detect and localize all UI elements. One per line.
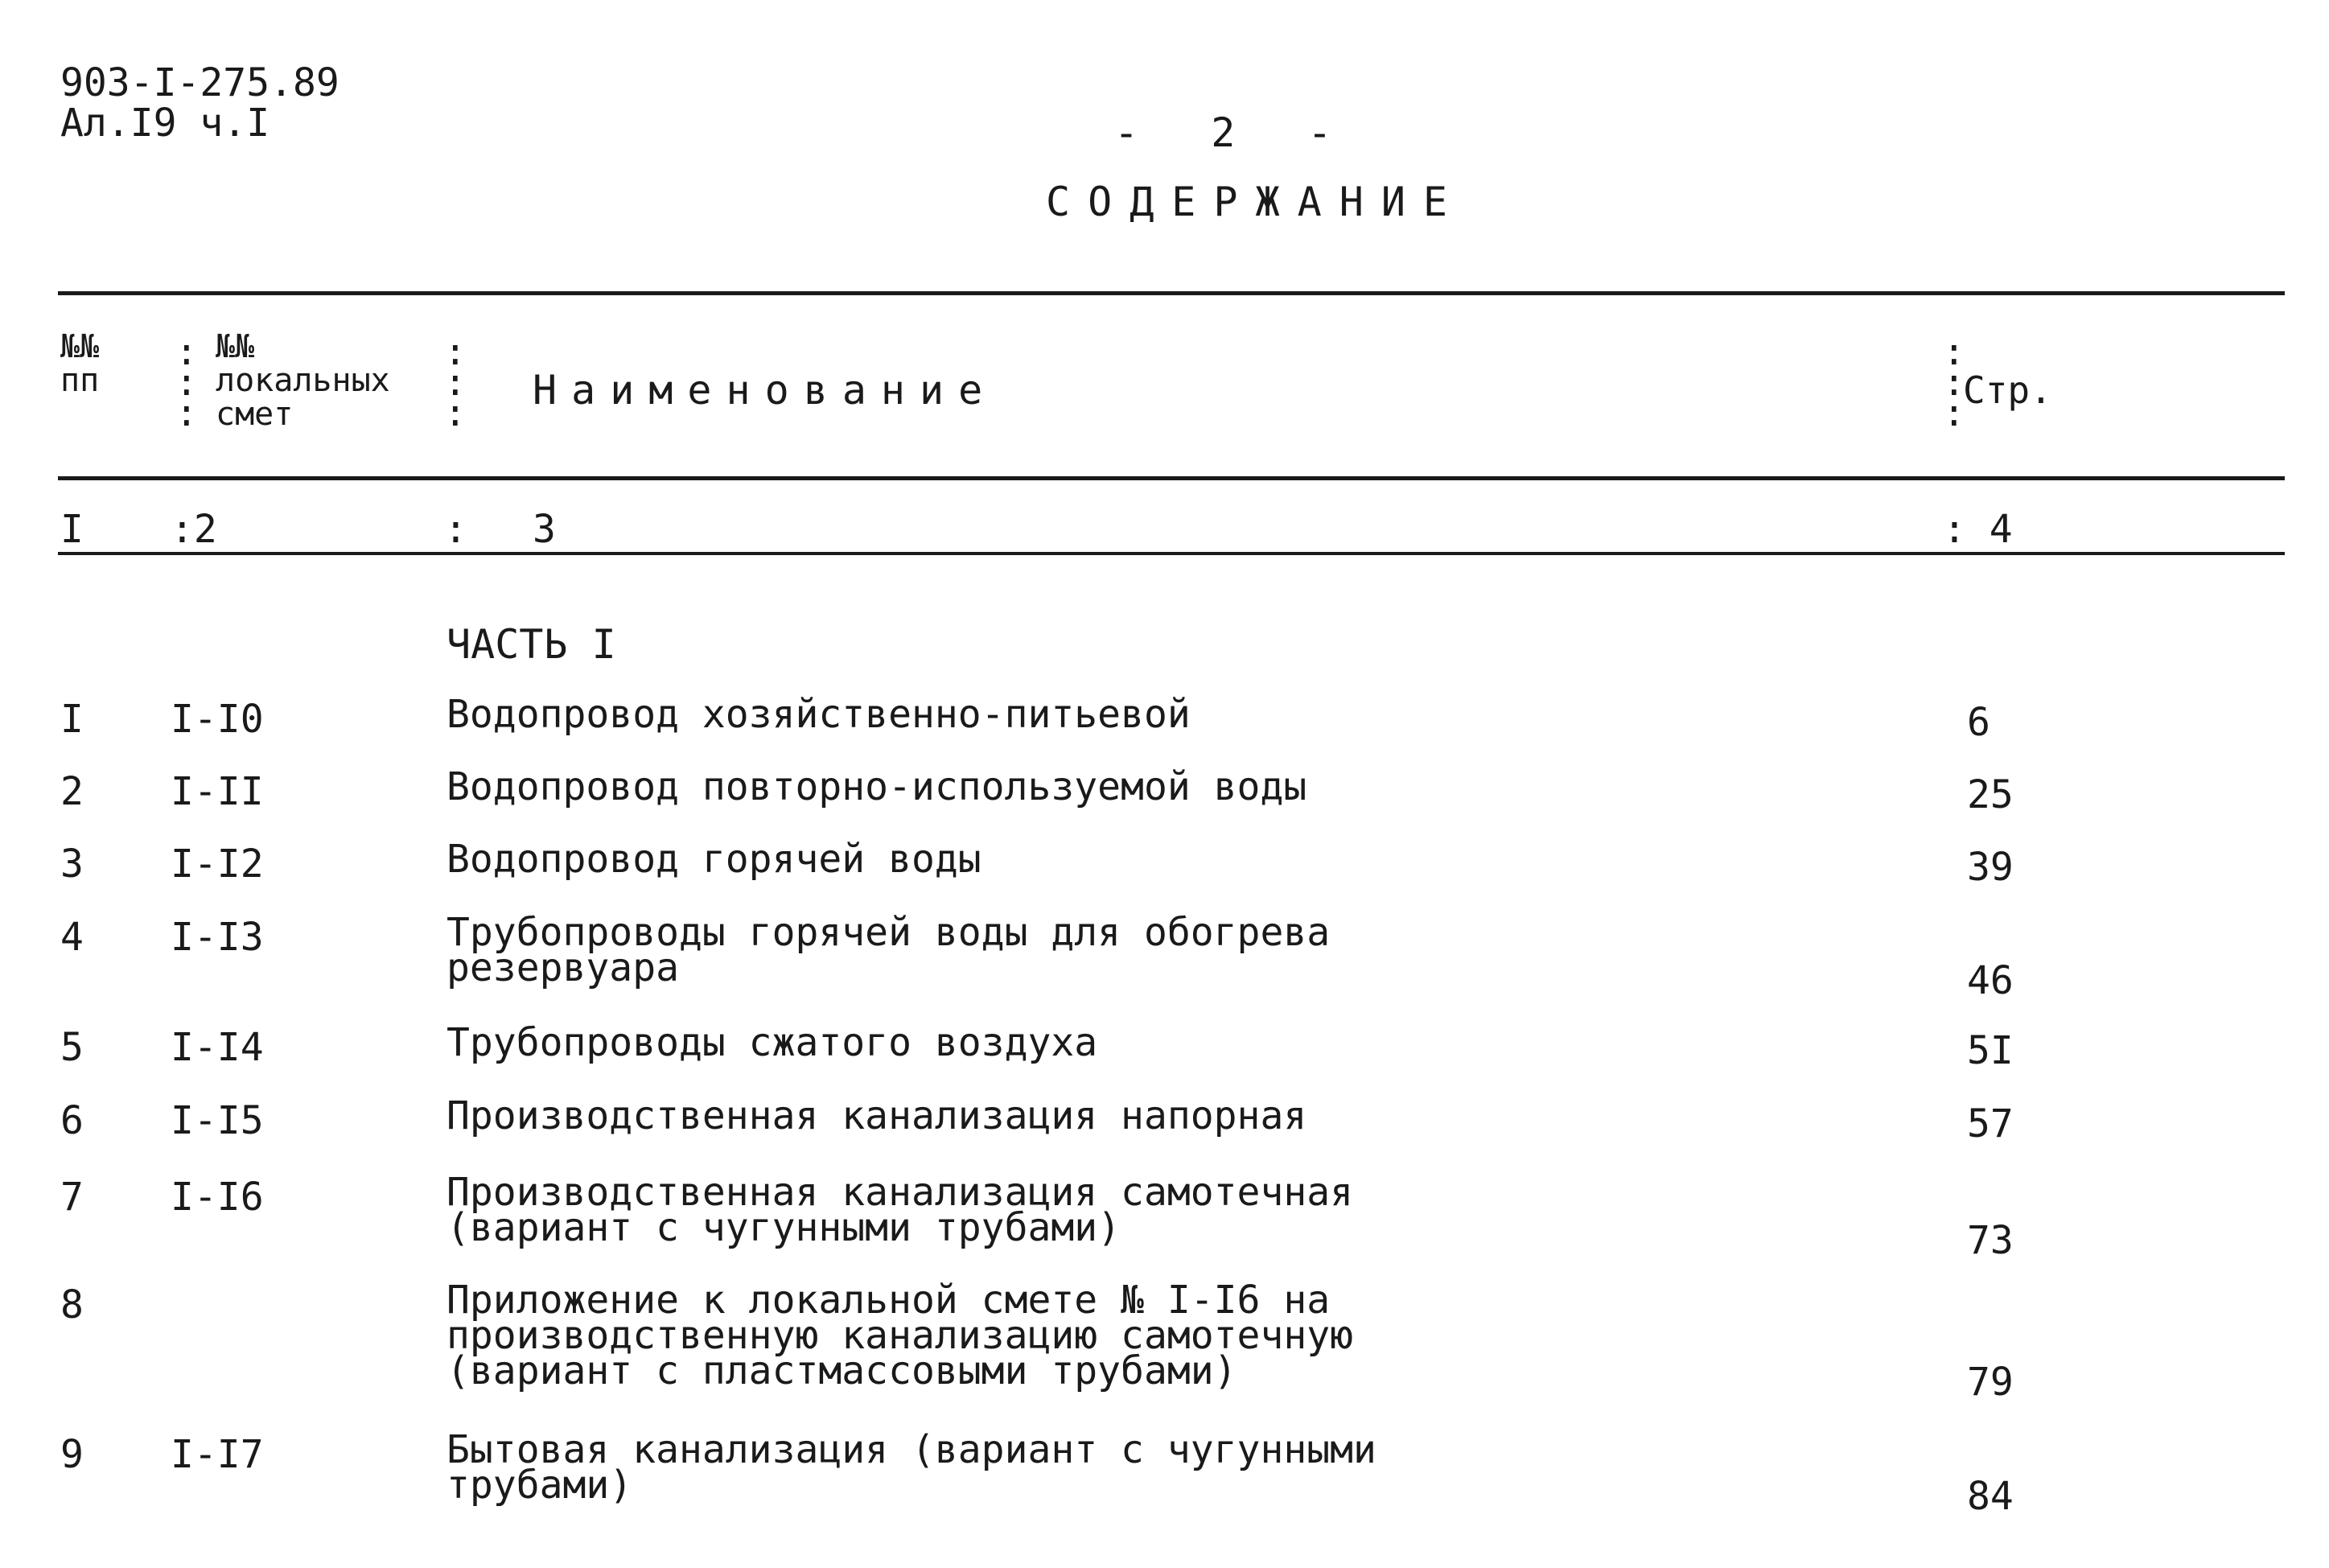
part-heading: ЧАСТЬ I <box>446 621 616 668</box>
page-title: СОДЕРЖАНИЕ <box>1046 179 1466 225</box>
row-estimate: I-I2 <box>171 842 264 887</box>
row-name: Водопровод повторно-используемой воды <box>446 764 1307 809</box>
col-header-name: Наименование <box>533 367 998 414</box>
row-estimate: I-I7 <box>171 1432 264 1477</box>
row-page: 6 <box>1967 700 1990 745</box>
table-top-rule <box>58 291 2285 295</box>
col-number-4: : 4 <box>1943 507 2013 552</box>
row-number: 5 <box>60 1025 84 1070</box>
row-page: 5I <box>1967 1028 2014 1073</box>
col-number-2: :2 <box>171 507 217 552</box>
row-page: 79 <box>1967 1360 2014 1405</box>
row-name: Трубопроводы сжатого воздуха <box>446 1020 1098 1065</box>
row-page: 84 <box>1967 1474 2014 1519</box>
row-estimate: I-I4 <box>171 1025 264 1070</box>
row-number: 2 <box>60 769 84 814</box>
row-name: Трубопроводы горячей воды для обогрева резервуара <box>446 910 1331 990</box>
row-number: 4 <box>60 915 84 960</box>
row-number: I <box>60 697 84 742</box>
row-number: 7 <box>60 1175 84 1220</box>
col-header-estimate-line2: локальных <box>216 362 390 399</box>
col-header-num-line1: №№ <box>60 328 100 365</box>
col-number-sep: : <box>444 507 467 552</box>
document-code-line2: Ал.I9 ч.I <box>60 101 270 146</box>
document-code <box>60 60 339 146</box>
row-estimate: I-I5 <box>171 1098 264 1143</box>
row-name: Водопровод хозяйственно-питьевой <box>446 692 1191 737</box>
page-number: - 2 - <box>1114 109 1356 156</box>
row-page: 25 <box>1967 772 2014 817</box>
row-number: 6 <box>60 1098 84 1143</box>
row-number: 8 <box>60 1282 84 1327</box>
row-name: Бытовая канализация (вариант с чугунными трубами) <box>446 1427 1376 1508</box>
row-estimate: I-I0 <box>171 697 264 742</box>
row-name: Водопровод горячей воды <box>446 837 981 882</box>
table-header-rule <box>58 476 2285 480</box>
col-number-3: 3 <box>533 507 556 552</box>
row-number: 9 <box>60 1432 84 1477</box>
col-header-estimate <box>216 330 390 431</box>
col-header-page: Стр. <box>1963 368 2052 412</box>
row-estimate: I-I6 <box>171 1175 264 1220</box>
col-header-estimate-line3: смет <box>216 396 294 433</box>
row-name: Производственная канализация напорная <box>446 1093 1307 1138</box>
row-name: Приложение к локальной смете № I-I6 на производственную канализацию самотечную (вариант с пластмассовыми трубами) <box>446 1278 1354 1393</box>
col-separator: : : : <box>175 330 198 434</box>
row-name: Производственная канализация самотечная (вариант с чугунными трубами) <box>446 1170 1354 1250</box>
document-code-line1: 903-I-275.89 <box>60 60 339 105</box>
col-separator: : : : <box>1943 330 1965 434</box>
col-separator: : : : <box>444 330 467 434</box>
row-estimate: I-I3 <box>171 915 264 960</box>
row-page: 39 <box>1967 845 2014 890</box>
col-header-num-line2: пп <box>60 362 100 399</box>
col-number-1: I <box>60 507 84 552</box>
row-number: 3 <box>60 842 84 887</box>
table-numbers-rule <box>58 552 2285 555</box>
col-header-num <box>60 330 99 397</box>
row-page: 73 <box>1967 1218 2014 1263</box>
row-page: 57 <box>1967 1101 2014 1146</box>
col-header-estimate-line1: №№ <box>216 328 255 365</box>
row-estimate: I-II <box>171 769 264 814</box>
row-page: 46 <box>1967 958 2014 1003</box>
